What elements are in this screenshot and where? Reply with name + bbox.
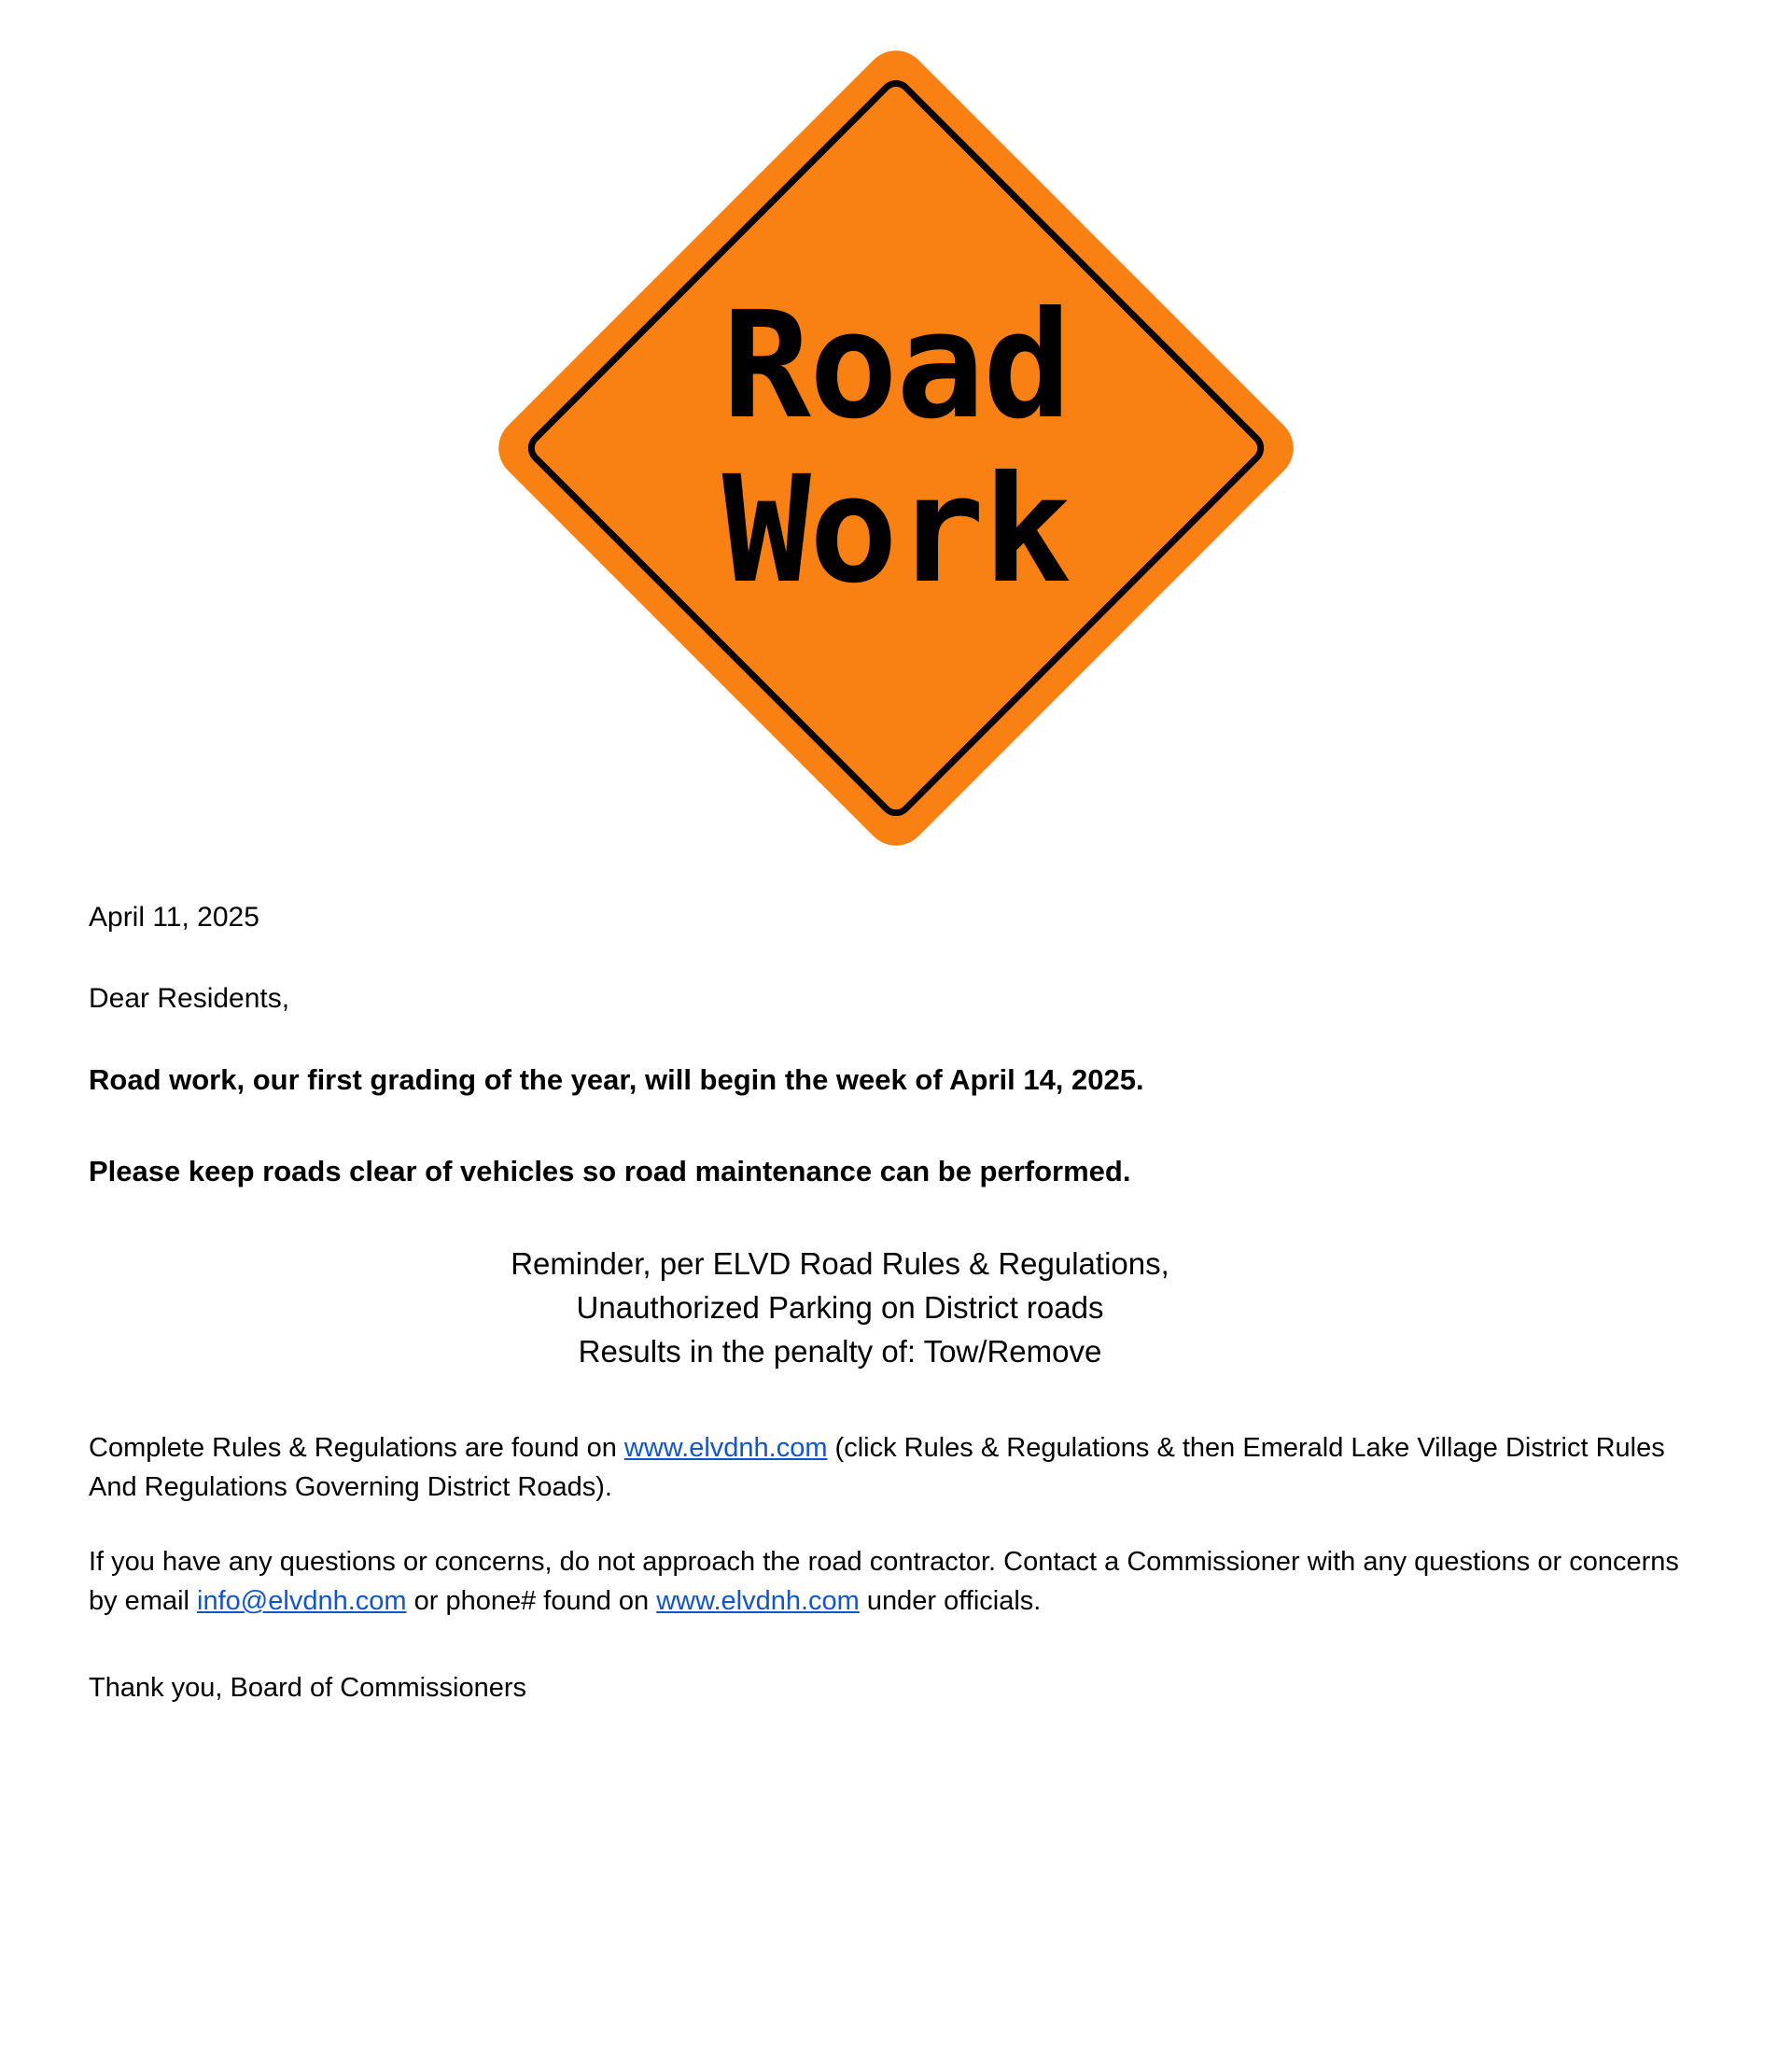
parking-reminder-block [89, 1243, 1703, 1374]
contact-email-link[interactable]: info@elvdnh.com [197, 1585, 407, 1616]
rules-text-after-link: (click Rules & Regulations & then Emerald Lake Village District Rules And Regulations Governing District Roads). [89, 1432, 1665, 1502]
sign-text-line-1: Road [721, 280, 1071, 452]
sign-text-line-2: Work [721, 444, 1071, 616]
sign-letter-spacer [0, 859, 1792, 898]
letter-date: April 11, 2025 [89, 902, 259, 933]
letter-salutation: Dear Residents, [89, 982, 290, 1014]
elvdnh-website-link-2[interactable]: www.elvdnh.com [656, 1585, 860, 1616]
contact-paragraph [89, 1542, 1703, 1621]
announcement-line-2: Please keep roads clear of vehicles so road maintenance can be performed. [89, 1155, 1131, 1188]
reminder-line-3: Results in the penalty of: Tow/Remove [578, 1333, 1102, 1369]
road-work-sign-container [0, 0, 1792, 859]
contact-text-part-3: under officials. [859, 1585, 1042, 1616]
letter-body [0, 898, 1792, 1791]
contact-text-part-1: If you have any questions or concerns, do not approach the road contractor. Contact a Commissioner with any questions or concerns by email [89, 1546, 1679, 1616]
reminder-line-2: Unauthorized Parking on District roads [576, 1290, 1104, 1326]
rules-text-before-link: Complete Rules & Regulations are found on [89, 1432, 624, 1463]
sign-text-block [485, 37, 1307, 859]
letter-closing: Thank you, Board of Commissioners [89, 1672, 527, 1703]
announcement-line-1: Road work, our first grading of the year, will begin the week of April 14, 2025. [89, 1063, 1144, 1097]
contact-text-part-2: or phone# found on [406, 1585, 657, 1616]
elvdnh-website-link[interactable]: www.elvdnh.com [623, 1432, 828, 1463]
reminder-line-1: Reminder, per ELVD Road Rules & Regulations, [511, 1246, 1169, 1282]
road-work-sign [485, 37, 1307, 859]
rules-paragraph [89, 1428, 1703, 1507]
